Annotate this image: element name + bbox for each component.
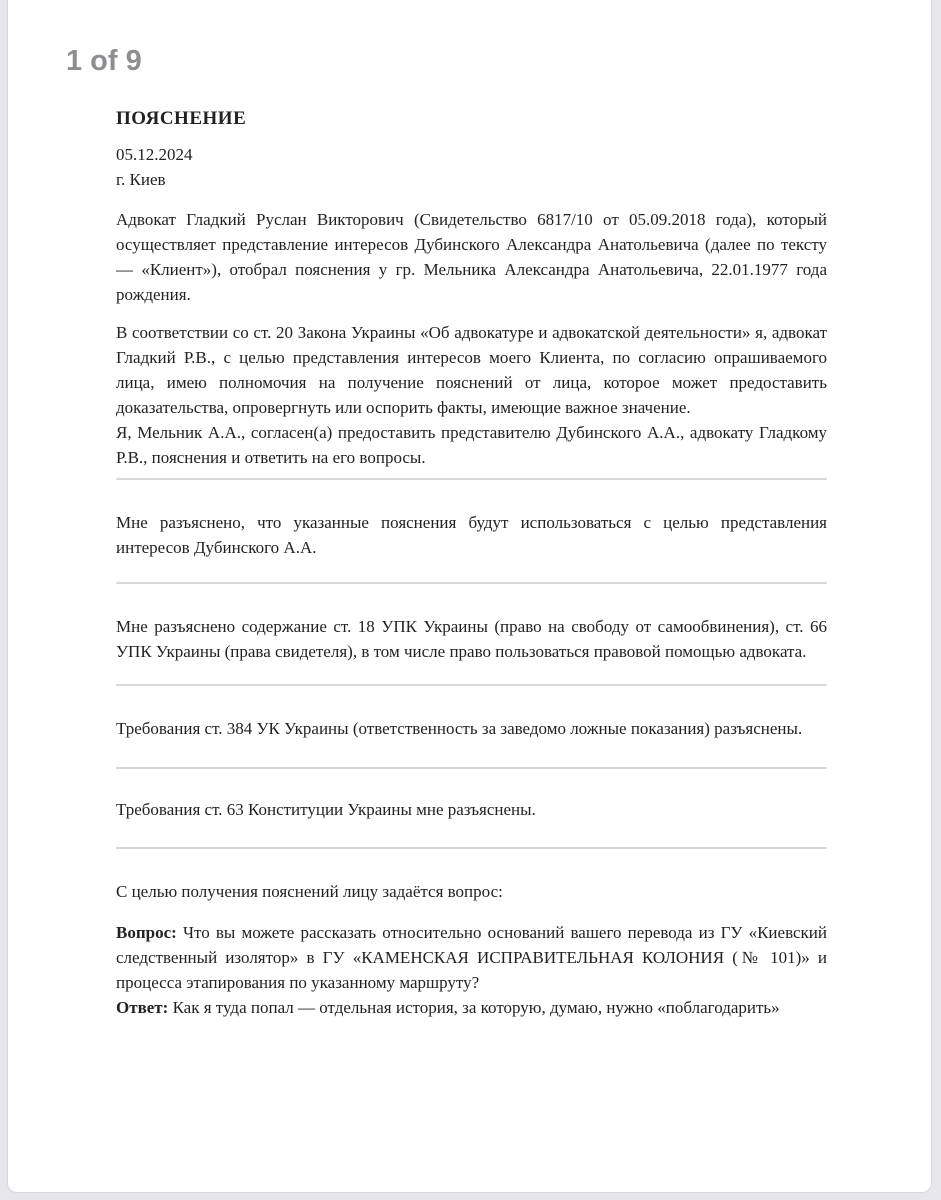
answer-text: Как я туда попал — отдельная история, за которую, думаю, нужно «поблагодарить» bbox=[172, 998, 780, 1017]
question-paragraph bbox=[116, 920, 827, 995]
document-page bbox=[7, 0, 932, 1193]
paragraph-authority: В соответствии со ст. 20 Закона Украины «Об адвокатуре и адвокатской деятельности» я, адвокат Гладкий Р.В., с целью представления интересов моего Клиента, по согласию опрашиваемого лица, имею полномочия на получение пояснений от лица, которое может предоставить доказательства, опровергнуть или оспорить факты, имеющие важное значение. bbox=[116, 323, 827, 417]
answer-label: Ответ: bbox=[116, 998, 169, 1017]
section-divider bbox=[116, 767, 827, 769]
section-divider bbox=[116, 478, 827, 480]
section-divider bbox=[116, 847, 827, 849]
page-indicator: 1 of 9 bbox=[66, 45, 142, 77]
paragraph-question-intro: С целью получения пояснений лицу задаётся вопрос: bbox=[116, 882, 503, 901]
qa-block bbox=[116, 920, 827, 1020]
section-divider bbox=[116, 684, 827, 686]
paragraph-upk-rights: Мне разъяснено содержание ст. 18 УПК Украины (право на свободу от самообвинения), ст. 66 УПК Украины (права свидетеля), в том числе право пользоваться правовой помощью адвоката. bbox=[116, 617, 827, 661]
document-title: ПОЯСНЕНИЕ bbox=[116, 108, 247, 129]
paragraph-usage-notice: Мне разъяснено, что указанные пояснения будут использоваться с целью представления интересов Дубинского А.А. bbox=[116, 513, 827, 557]
document-city: г. Киев bbox=[116, 170, 166, 189]
paragraph-intro: Адвокат Гладкий Руслан Викторович (Свидетельство 6817/10 от 05.09.2018 года), который осуществляет представление интересов Дубинского Александра Анатольевича (далее по тексту — «Клиент»), отобрал пояснения у гр. Мельника Александра Анатольевича, 22.01.1977 года рождения. bbox=[116, 210, 827, 304]
paragraph-authority-block bbox=[116, 320, 827, 470]
section-divider bbox=[116, 582, 827, 584]
document-content bbox=[8, 106, 931, 1020]
paragraph-uk-384: Требования ст. 384 УК Украины (ответственность за заведомо ложные показания) разъяснены. bbox=[116, 719, 803, 738]
question-text: Что вы можете рассказать относительно оснований вашего перевода из ГУ «Киевский следственный изолятор» в ГУ «КАМЕНСКАЯ ИСПРАВИТЕЛЬНАЯ КОЛОНИЯ (№ 101)» и процесса этапирования по указанному маршруту? bbox=[116, 923, 828, 992]
paragraph-consent: Я, Мельник А.А., согласен(а) предоставить представителю Дубинского А.А., адвокату Гладкому Р.В., пояснения и ответить на его вопросы. bbox=[116, 423, 827, 467]
date-block bbox=[116, 142, 827, 192]
paragraph-constitution-63: Требования ст. 63 Конституции Украины мне разъяснены. bbox=[116, 800, 536, 819]
answer-paragraph bbox=[116, 995, 827, 1020]
question-label: Вопрос: bbox=[116, 923, 177, 942]
document-date: 05.12.2024 bbox=[116, 145, 193, 164]
